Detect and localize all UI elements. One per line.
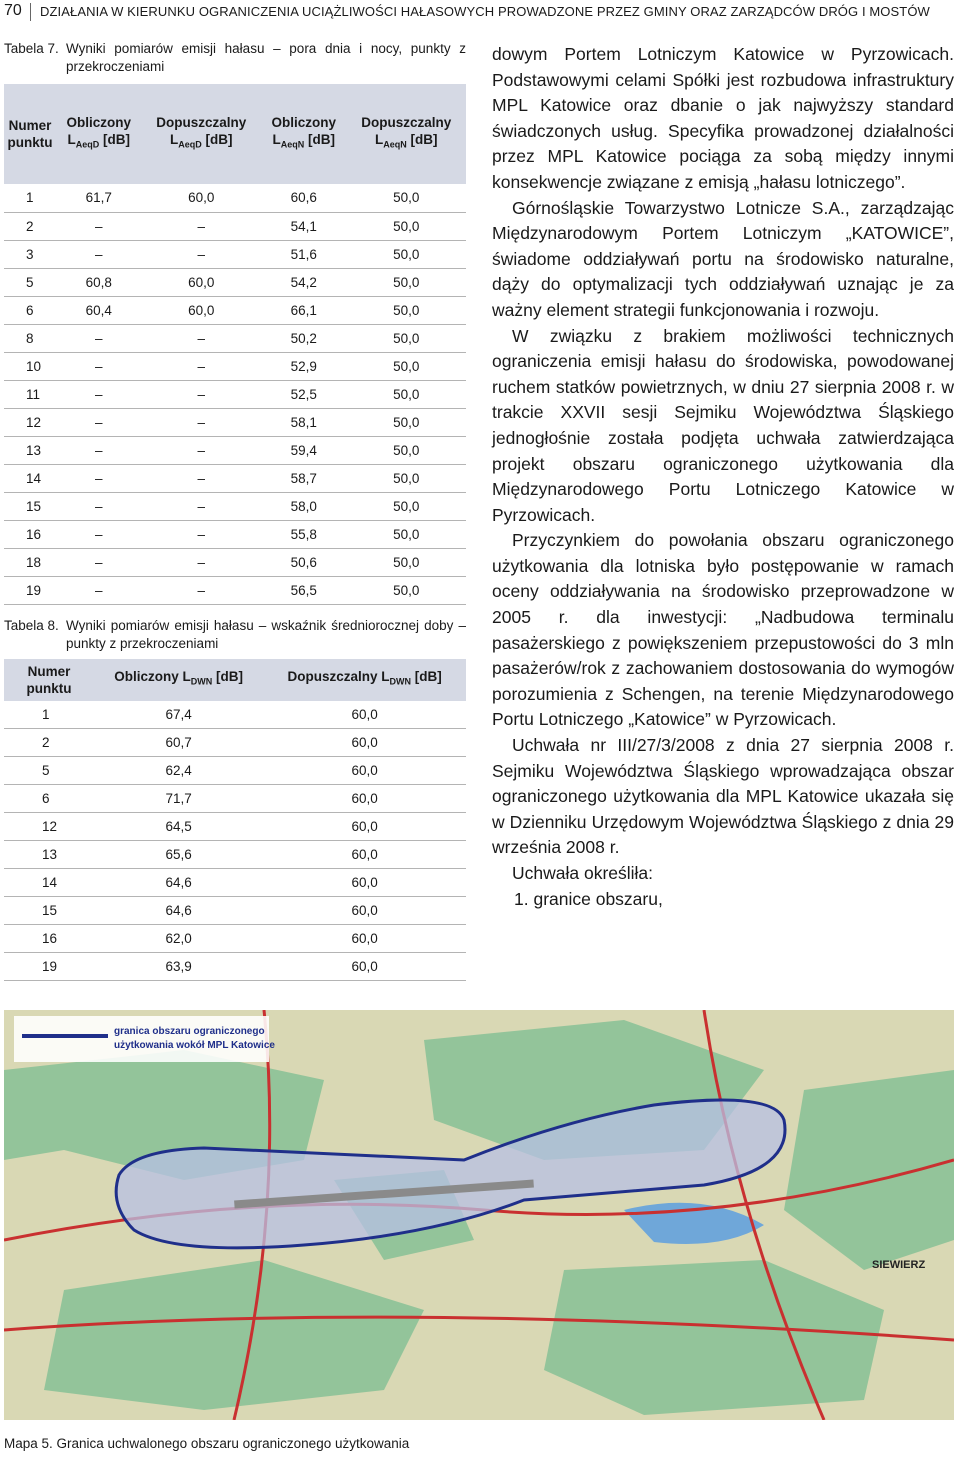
table-cell: 52,5 [261,380,347,408]
header-word: Obliczony [271,115,337,131]
table-cell: – [56,352,142,380]
table8-body [4,701,466,981]
table-cell: – [56,520,142,548]
table-cell: 58,0 [261,492,347,520]
table-cell: 50,0 [347,436,466,464]
table7-header-laeqd-calculated [56,84,142,184]
table7-body [4,184,466,604]
table-cell: 1 [4,701,94,729]
table-cell: 60,0 [263,701,466,729]
table-cell: 50,0 [347,212,466,240]
legend-text-1: granica obszaru ograniczonego [114,1026,265,1037]
table-cell: 60,0 [263,869,466,897]
table-cell: 13 [4,436,56,464]
table-cell: 60,4 [56,296,142,324]
table-cell: – [56,324,142,352]
table-cell: 16 [4,520,56,548]
table-cell: – [56,492,142,520]
table-cell: – [56,408,142,436]
paragraph-5: Uchwała nr III/27/3/2008 z dnia 27 sierpnia 2008 r. Sejmiku Województwa Śląskiego wprowadzająca obszar ograniczonego użytkowania dla MPL Katowice ukazała się w Dzienniku Urzędowym Województwa Śląskiego z dnia 29 września 2008 r. [492,735,954,858]
header-word: Obliczony L [114,669,191,685]
table-cell: – [56,464,142,492]
table8-caption-text: Wyniki pomiarów emisji hałasu – wskaźnik średniorocznej doby – punkty z przekroczeniami [66,617,466,651]
table-cell: 50,0 [347,520,466,548]
table-cell: 62,4 [94,757,263,785]
table-cell: 50,6 [261,548,347,576]
table-cell: 13 [4,841,94,869]
table-row [4,841,466,869]
table-cell: 62,0 [94,925,263,953]
table-cell: – [142,212,261,240]
table7-header-number: Numer punktu [7,118,53,150]
town-label: SIEWIERZ [872,1259,926,1271]
table-cell: 64,5 [94,813,263,841]
table-row [4,352,466,380]
table-cell: – [142,380,261,408]
table-cell: – [56,548,142,576]
table-row [4,408,466,436]
table7-caption [4,40,466,76]
table-cell: – [56,380,142,408]
table-row [4,701,466,729]
table-cell: 64,6 [94,869,263,897]
header-word: Dopuszczalny L [287,669,390,685]
table-row [4,492,466,520]
table-cell: 14 [4,869,94,897]
map-legend [14,1016,275,1062]
header-subscript: AeqD [178,139,202,150]
list-item-1: 1. granice obszaru, [514,888,663,909]
header-symbol: L [375,132,384,148]
header-unit: [dB] [410,132,438,148]
table-cell: 15 [4,897,94,925]
header-unit: [dB] [414,669,442,685]
table-cell: 60,0 [263,757,466,785]
map-image [4,1010,954,1420]
table-cell: 8 [4,324,56,352]
table-cell: 12 [4,813,94,841]
table-cell: 61,7 [56,184,142,212]
table-cell: 58,7 [261,464,347,492]
table-cell: 19 [4,953,94,981]
table-cell: 14 [4,464,56,492]
table-row [4,785,466,813]
table-cell: 16 [4,925,94,953]
table8 [4,659,466,982]
table-cell: 60,0 [263,953,466,981]
table-cell: 59,4 [261,436,347,464]
table-cell: – [142,352,261,380]
table-cell: 50,0 [347,380,466,408]
header-subscript: DWN [389,676,411,687]
table-cell: 50,0 [347,296,466,324]
table-cell: 65,6 [94,841,263,869]
table-cell: 50,0 [347,492,466,520]
table-row [4,548,466,576]
page-number: 70 [4,2,22,19]
legend-text-2: użytkowania wokół MPL Katowice [114,1040,275,1051]
table-cell: 67,4 [94,701,263,729]
map-caption: Mapa 5. Granica uchwalonego obszaru ograniczonego użytkowania [4,1436,410,1451]
header-unit: [dB] [308,132,336,148]
table-cell: 51,6 [261,240,347,268]
header-subscript: AeqD [75,139,100,150]
table-cell: 60,7 [94,729,263,757]
paragraph-4: Przyczynkiem do powołania obszaru ograniczonego użytkowania dla lotniska było postępowanie w ramach oceny oddziaływania na środowisko przeprowadzone w 2005 r. dla inwestycji: „Nadbudowa terminalu pasażerskiego z powiększeniem przepustowości do 3 mln pasażerów/rok z zachowaniem dostosowania do wymogów porozumienia z Schengen, na terenie Międzynarodowego Portu Lotniczego „Katowice” w Pyrzowicach. [492,530,954,730]
table-cell: 5 [4,757,94,785]
table-row [4,869,466,897]
header-symbol: L [67,132,76,148]
table-cell: 2 [4,729,94,757]
table-row [4,464,466,492]
table-cell: 50,0 [347,352,466,380]
table-row [4,436,466,464]
table-cell: 60,0 [263,729,466,757]
table7 [4,84,466,605]
paragraph-3: W związku z brakiem możliwości technicznych ograniczenia emisji hałasu do środowiska, powodowanej ruchem statków powietrznych, w dniu 27 sierpnia 2008 r. w trakcie XXVII sesji Sejmiku Województwa Śląskiego jednogłośnie została podjęta uchwała zatwierdzająca projekt obszaru ograniczonego użytkowania dla Międzynarodowego Portu Lotniczego Katowice w Pyrzowicach. [492,325,954,525]
table-cell: 3 [4,240,56,268]
table-cell: 50,0 [347,408,466,436]
table-cell: 58,1 [261,408,347,436]
table-row [4,813,466,841]
table-row [4,268,466,296]
header-subscript: DWN [190,676,213,687]
table-cell: 60,6 [261,184,347,212]
table8-caption [4,617,466,653]
table-cell: 15 [4,492,56,520]
table-cell: 60,0 [142,268,261,296]
header-unit: [dB] [103,132,131,148]
table-row [4,240,466,268]
table-cell: 56,5 [261,576,347,604]
table-cell: – [56,212,142,240]
table-cell: – [56,576,142,604]
table-row [4,757,466,785]
table-cell: 50,0 [347,240,466,268]
header-divider [30,3,31,21]
table-cell: 50,0 [347,184,466,212]
table-cell: – [142,464,261,492]
table-cell: 52,9 [261,352,347,380]
table-cell: 5 [4,268,56,296]
paragraph-2: Górnośląskie Towarzystwo Lotnicze S.A., zarządzając Międzynarodowym Portem Lotniczym „KATOWICE”, świadome oddziaływań portu na środowisko naturalne, dąży do optymalizacji tych oddziaływań uznając je za ważny element strategii funkcjonowania i rozwoju. [492,197,954,320]
table7-header-laeqn-permissible [347,84,466,184]
table-cell: 55,8 [261,520,347,548]
table-cell: 71,7 [94,785,263,813]
table-cell: 50,0 [347,576,466,604]
table7-label: Tabela 7. [4,41,59,56]
legend-background [14,1016,269,1062]
table8-header-row [4,659,466,701]
table8-label: Tabela 8. [4,617,59,633]
table-cell: – [142,520,261,548]
table-row [4,925,466,953]
table-cell: 60,0 [263,813,466,841]
table-row [4,729,466,757]
table-cell: – [142,436,261,464]
table-row [4,296,466,324]
table-cell: 60,0 [142,184,261,212]
table8-header-ldwn-permissible [263,659,466,701]
table-row [4,380,466,408]
table-cell: 60,0 [263,897,466,925]
table-cell: 6 [4,785,94,813]
header-subscript: AeqN [280,139,305,150]
table-cell: 60,0 [142,296,261,324]
table-row [4,212,466,240]
header-symbol: L [272,132,281,148]
table-row [4,897,466,925]
table-cell: 60,0 [263,841,466,869]
table-row [4,184,466,212]
table-cell: 12 [4,408,56,436]
table-row [4,576,466,604]
table-cell: – [56,436,142,464]
table-row [4,953,466,981]
table-cell: 50,0 [347,464,466,492]
left-column [4,40,466,981]
header-symbol: L [170,132,179,148]
table8-header-number: Numer punktu [26,663,72,696]
table-cell: 54,2 [261,268,347,296]
paragraph-6: Uchwała określiła: [512,863,654,883]
table-cell: 11 [4,380,56,408]
table-cell: 2 [4,212,56,240]
header-word: Dopuszczalny [156,115,247,131]
table-cell: 50,0 [347,548,466,576]
table-cell: 18 [4,548,56,576]
table-cell: 50,2 [261,324,347,352]
table7-header-laeqd-permissible [142,84,261,184]
table-cell: – [142,240,261,268]
table-cell: 60,8 [56,268,142,296]
table-cell: 50,0 [347,324,466,352]
right-column [492,42,954,912]
table7-header-row [4,84,466,184]
table-cell: – [142,548,261,576]
table-cell: 19 [4,576,56,604]
table-cell: 63,9 [94,953,263,981]
table-cell: 60,0 [263,785,466,813]
table-row [4,324,466,352]
paragraph-1: dowym Portem Lotniczym Katowice w Pyrzowicach. Podstawowymi celami Spółki jest rozbudowa infrastruktury MPL Katowice oraz dbanie o jak najwyższy standard świadczonych usług. Specyfika prowadzonej działalności przez MPL Katowice pociąga za sobą między innymi konsekwencje związane z emisją „hałasu lotniczego”. [492,44,954,192]
table-cell: – [142,576,261,604]
table8-header-ldwn-calculated [94,659,263,701]
header-subscript: AeqN [383,139,407,150]
running-title: DZIAŁANIA W KIERUNKU OGRANICZENIA UCIĄŻLIWOŚCI HAŁASOWYCH PROWADZONE PRZEZ GMINY ORAZ ZARZĄDCÓW DRÓG I MOSTÓW [40,4,930,19]
table7-caption-text: Wyniki pomiarów emisji hałasu – pora dnia i nocy, punkty z przekroczeniami [66,41,466,74]
table-cell: – [56,240,142,268]
table7-header-laeqn-calculated [261,84,347,184]
table-cell: 60,0 [263,925,466,953]
table-cell: – [142,408,261,436]
header-unit: [dB] [205,132,233,148]
page-header [0,0,960,26]
table-cell: 54,1 [261,212,347,240]
table-cell: 10 [4,352,56,380]
table-cell: 6 [4,296,56,324]
table-row [4,520,466,548]
table-cell: 64,6 [94,897,263,925]
table-cell: 50,0 [347,268,466,296]
table-cell: 1 [4,184,56,212]
table-cell: 66,1 [261,296,347,324]
header-word: Obliczony [66,115,132,131]
table-cell: – [142,492,261,520]
table-cell: – [142,324,261,352]
header-word: Dopuszczalny [361,115,452,131]
header-unit: [dB] [216,669,243,685]
map-graphic [4,1010,954,1420]
